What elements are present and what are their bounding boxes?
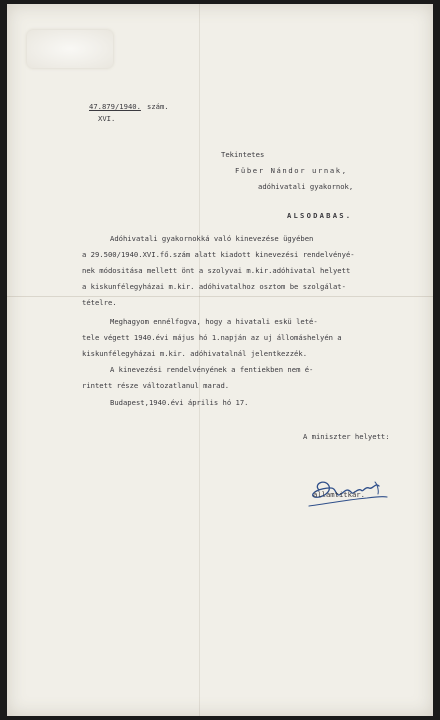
fold-line-vertical [199, 4, 200, 716]
reference-suffix: szám. [147, 102, 169, 111]
body-line: Meghagyom ennélfogva, hogy a hivatali eskü leté- [110, 317, 318, 326]
embossed-seal [27, 30, 113, 68]
signature-role: államtitkár. [313, 490, 365, 499]
body-line: tele végett 1940.évi május hó 1.napján az uj állomáshelyén a [82, 333, 342, 342]
addressee-place: ALSODABAS. [287, 211, 353, 220]
body-line: kiskunfélegyházai m.kir. adóhivatalnál jelentkezzék. [82, 349, 308, 358]
addressee-title: adóhivatali gyakornok, [258, 182, 354, 191]
body-line: Adóhivatali gyakornokká való kinevezése ügyében [110, 234, 314, 243]
document-sheet [7, 4, 433, 716]
date-line: Budapest,1940.évi április hó 17. [110, 398, 249, 407]
section-number: XVI. [98, 114, 116, 123]
body-line: nek módositása mellett önt a szolyvai m.kir.adóhivatal helyett [82, 266, 351, 275]
body-line: A kinevezési rendelvényének a fentiekben nem é- [110, 365, 314, 374]
salutation: Tekintetes [221, 150, 265, 159]
body-line: rintett része változatlanul marad. [82, 381, 230, 390]
body-line: a kiskunfélegyházai m.kir. adóhivatalhoz osztom be szolgálat- [82, 282, 346, 291]
body-line: a 29.500/1940.XVI.fő.szám alatt kiadott kinevezési rendelvényé- [82, 250, 355, 259]
reference-number: 47.879/1940. [89, 102, 141, 111]
fold-line-horizontal [7, 296, 433, 297]
signature-label: A miniszter helyett: [303, 432, 390, 441]
addressee-name: Füber Nándor urnak, [235, 166, 348, 175]
body-line: tételre. [82, 298, 117, 307]
